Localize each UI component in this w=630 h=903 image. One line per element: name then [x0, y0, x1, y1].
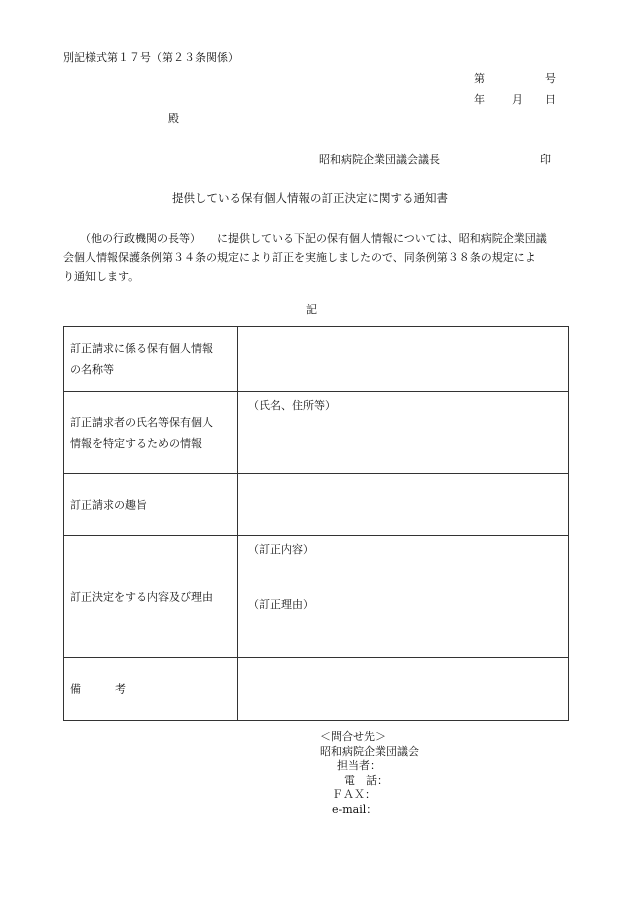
contact-person: 担当者：: [337, 759, 381, 772]
remarks-label-b: 考: [115, 682, 126, 696]
table-label-cell: [64, 474, 238, 536]
table-label-cell: [64, 327, 238, 392]
contact-email: e-mail：: [332, 802, 378, 816]
remarks-label-a: 備: [70, 682, 81, 696]
table-value-cell[interactable]: [238, 474, 569, 536]
table-value-cell[interactable]: [238, 536, 569, 658]
contact-fax: ＦＡＸ：: [332, 788, 376, 801]
document-title: 提供している保有個人情報の訂正決定に関する通知書: [172, 191, 448, 205]
date-month-label: 月: [512, 93, 523, 106]
table-value-cell[interactable]: [238, 327, 569, 392]
row2-label-line2: 情報を特定するための情報: [70, 436, 202, 450]
correction-reason-hint: （訂正理由）: [248, 598, 314, 611]
seal-mark: 印: [540, 153, 551, 166]
table-row: [64, 327, 569, 392]
contact-heading: ＜問合せ先＞: [320, 730, 386, 743]
body-line-1-text: に提供している下記の保有個人情報については、昭和病院企業団議: [217, 232, 547, 245]
table-row: [64, 474, 569, 536]
notice-body: [63, 229, 563, 286]
row1-label-line2: の名称等: [70, 363, 114, 376]
table-label-cell: [64, 658, 238, 721]
date-year-label: 年: [474, 93, 485, 106]
ki-label: 記: [306, 303, 317, 316]
correction-info-table: [63, 326, 569, 721]
sender-name: 昭和病院企業団議会議長: [319, 153, 440, 166]
table-value-cell[interactable]: [238, 392, 569, 474]
name-address-hint: （氏名、住所等）: [248, 399, 336, 412]
correction-content-hint: （訂正内容）: [248, 543, 314, 556]
table-row: [64, 536, 569, 658]
recipient-placeholder: （他の行政機関の長等）: [80, 232, 201, 245]
row1-label-line1: 訂正請求に係る保有個人情報: [70, 342, 213, 355]
row4-label: 訂正決定をする内容及び理由: [70, 590, 213, 603]
document-number-suffix: 号: [545, 72, 556, 85]
table-value-cell[interactable]: [238, 658, 569, 721]
form-number: 別記様式第１７号（第２３条関係）: [63, 51, 239, 64]
table-label-cell: [64, 392, 238, 474]
remarks-label: [70, 679, 126, 700]
contact-organization: 昭和病院企業団議会: [320, 744, 419, 758]
row3-label: 訂正請求の趣旨: [70, 498, 147, 511]
body-line-1: [63, 229, 563, 248]
document-number-label: 第: [474, 72, 485, 85]
contact-block: [320, 730, 419, 817]
contact-phone: 電 話：: [344, 773, 388, 787]
table-row: [64, 392, 569, 474]
addressee-honorific: 殿: [168, 112, 179, 125]
date-day-label: 日: [545, 93, 556, 106]
table-label-cell: [64, 536, 238, 658]
table-row: [64, 658, 569, 721]
row2-label-line1: 訂正請求者の氏名等保有個人: [70, 415, 213, 429]
body-line-3: り通知します。: [63, 270, 140, 283]
body-line-2: 会個人情報保護条例第３４条の規定により訂正を実施しましたので、同条例第３８条の規定によ: [63, 251, 536, 264]
